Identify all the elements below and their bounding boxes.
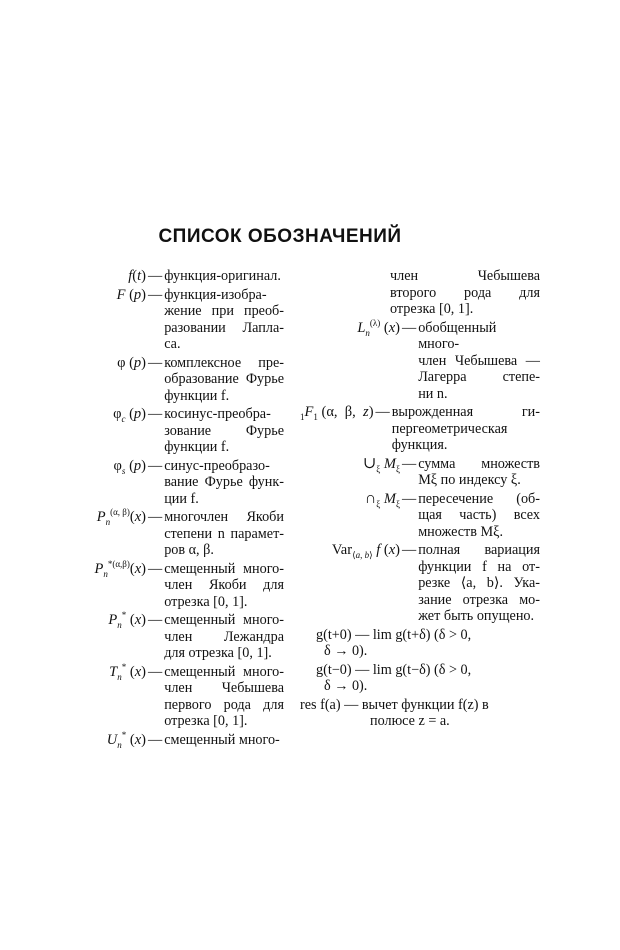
- definition: комплексное пре- образование Фурье функции f.: [164, 354, 284, 404]
- definition: косинус-преобра- зование Фурье функции f.: [164, 406, 284, 455]
- definition: смещенный много- член Чебышева первого рода для отрезка [0, 1].: [164, 663, 284, 729]
- definition: обобщенный много- член Чебышева — Лагерра степе- ни n.: [418, 319, 540, 402]
- entry-F-p: F (p) — функция-изобра- жение при преоб- разовании Лапла- са.: [62, 287, 284, 353]
- symbol: $T_n^*$ (x): [109, 661, 146, 682]
- symbol: $L_n^{(\lambda)}$ (x): [357, 317, 400, 338]
- entry-shifted-chebyshev-2: $U_n^*$ (x) — смещенный много-: [62, 732, 284, 749]
- entry-jacobi: $P_n^{(\alpha, \beta)}(x)$ — многочлен Якоби степени n парамет- ров α, β.: [62, 509, 284, 559]
- definition: смещенный много- член Якоби для отрезка [0, 1].: [164, 560, 284, 610]
- symbol: Var$_{⟨a, b⟩}$ f (x): [331, 542, 400, 560]
- symbol: $P_n^*$ (x): [108, 610, 146, 630]
- entry-shifted-legendre: $P_n^*$ (x) — смещенный много- член Лежандра для отрезка [0, 1].: [62, 612, 284, 662]
- symbol: $\cap_\xi$ $M_\xi$: [364, 489, 400, 509]
- right-column: [300, 268, 540, 732]
- symbol: F (p): [116, 286, 146, 303]
- entry-shifted-jacobi: $P_n^{*(\alpha,\beta)}(x)$ — смещенный много- член Якоби для отрезка [0, 1].: [62, 561, 284, 611]
- symbol: $P_n^{(\alpha, \beta)}(x)$: [96, 507, 146, 527]
- entry-left-limit: g(t−0) — lim g(t−δ) (δ > 0, δ → 0).: [316, 661, 472, 694]
- definition: синус-преобразо- вание Фурье функ- ции f.: [164, 457, 284, 507]
- entry-phi-c: $\varphi_c$ (p) — косинус-преобра- зование Фурье функции f.: [62, 406, 284, 456]
- entry-union: $\cup_\xi$ $M_\xi$ — сумма множеств Mξ по индексу ξ.: [300, 456, 540, 489]
- definition: функция-оригинал.: [164, 268, 281, 284]
- entry-variation: Var$_{⟨a, b⟩}$ f (x) — полная вариация функции f на от- резке ⟨a, b⟩. Ука- зание отрезка мо- жет быть опущено.: [300, 542, 540, 625]
- continuation-text: член Чебышева второго рода для отрезка [0, 1].: [390, 268, 540, 317]
- entry-right-limit: g(t+0) — lim g(t+δ) (δ > 0, δ → 0).: [316, 626, 472, 659]
- entry-hypergeometric: $_1F_1$ (α, β, z) — вырожденная ги- пергеометрическая функция.: [300, 404, 540, 453]
- symbol: $_1F_1$ (α, β, z): [300, 404, 374, 422]
- symbol: $\cup_\xi$ $M_\xi$: [362, 454, 400, 474]
- entry-shifted-chebyshev-1: $T_n^*$ (x) — смещенный много- член Чебышева первого рода для отрезка [0, 1].: [62, 664, 284, 730]
- left-column: [62, 268, 284, 750]
- entry-intersection: $\cap_\xi$ $M_\xi$ — пересечение (об- щая часть) всех множеств Mξ.: [300, 491, 540, 541]
- definition: функция-изобра- жение при преоб- разовании Лапла- са.: [164, 286, 284, 352]
- symbol: f(t): [128, 268, 146, 284]
- symbol: $U_n^*$ (x): [106, 729, 146, 750]
- entry-phi-s: $\varphi_s$ (p) — синус-преобразо- вание Фурье функ- ции f.: [62, 458, 284, 508]
- definition: сумма множеств Mξ по индексу ξ.: [418, 455, 540, 488]
- entry-laguerre: $L_n^{(\lambda)}$ (x) — обобщенный много- член Чебышева — Лагерра степе- ни n.: [300, 320, 540, 403]
- symbol: φ (p): [117, 354, 146, 371]
- definition: пересечение (об- щая часть) всех множеств Mξ.: [418, 490, 540, 540]
- definition: смещенный много-: [164, 731, 280, 748]
- entry-f-t: f(t) — функция-оригинал.: [62, 268, 284, 285]
- definition: многочлен Якоби степени n парамет- ров α, β.: [164, 509, 284, 558]
- definition: полная вариация функции f на от- резке ⟨a, b⟩. Ука- зание отрезка мо- жет быть опущено.: [418, 542, 540, 624]
- entry-residue: res f(a) — вычет функции f(z) в полюсе z = a.: [300, 696, 489, 729]
- symbol: $P_n^{*(\alpha,\beta)}(x)$: [94, 558, 146, 579]
- entry-phi-p: φ (p) — комплексное пре- образование Фурье функции f.: [62, 355, 284, 405]
- symbol: $\varphi_c$ (p): [113, 406, 146, 424]
- page-title: СПИСОК ОБОЗНАЧЕНИЙ: [158, 226, 402, 247]
- definition: вырожденная ги- пергеометрическая функция.: [391, 404, 540, 453]
- symbol: $\varphi_s$ (p): [113, 457, 146, 476]
- definition: смещенный много- член Лежандра для отрезка [0, 1].: [164, 612, 284, 661]
